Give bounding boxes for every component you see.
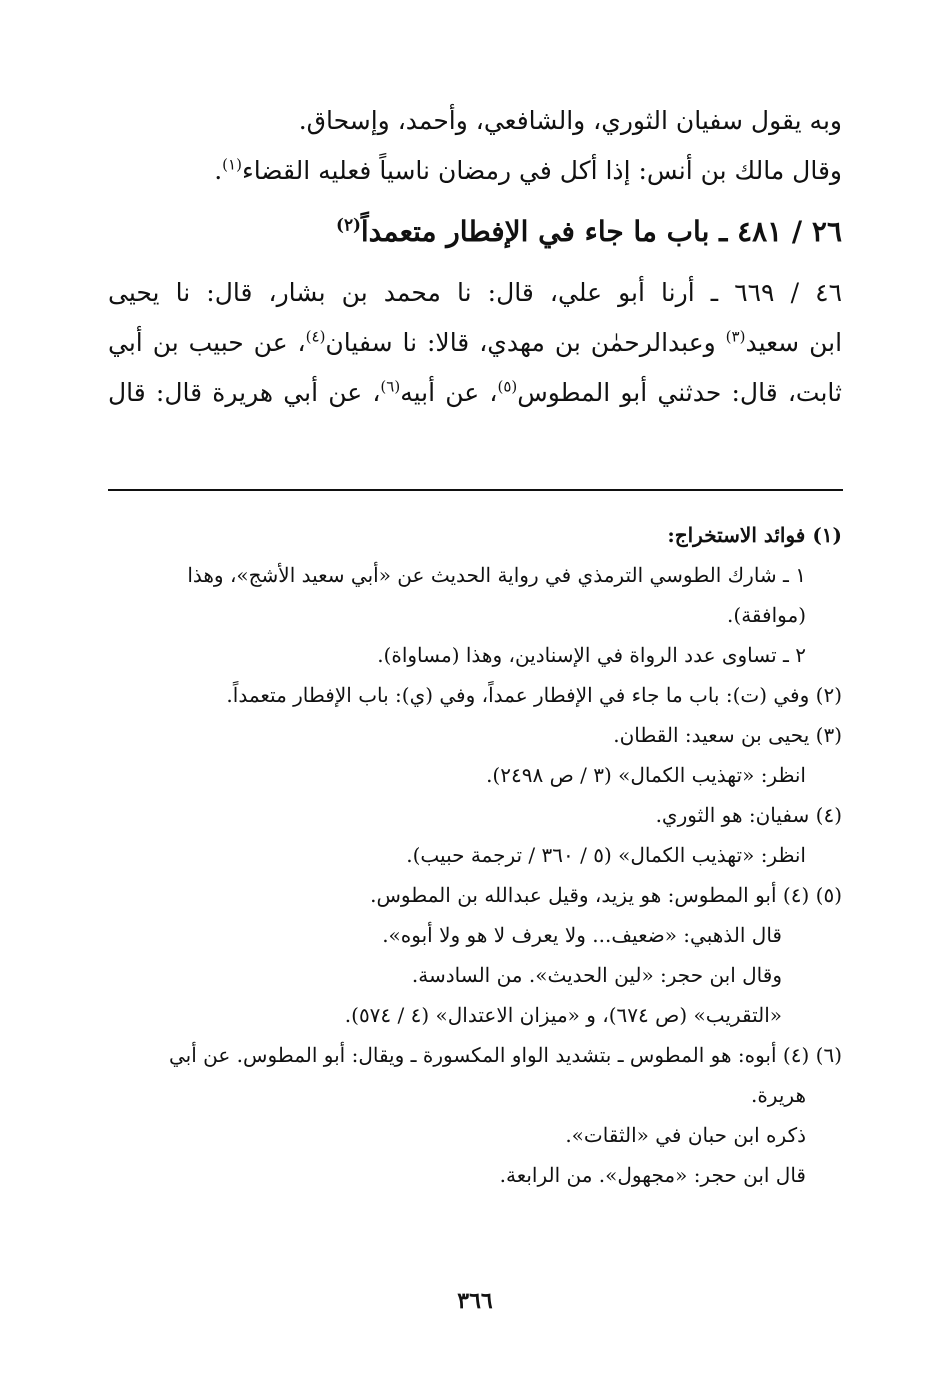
chapter-heading: [108, 196, 842, 268]
footnote-6: (٦) (٤) أبوه: هو المطوس ـ بتشديد الواو المكسورة ـ ويقال: أبو المطوس. عن أبي: [169, 1043, 842, 1067]
hadith-line-3: [108, 368, 842, 418]
footnote-5-quote-dhahabi: قال الذهبي: «ضعيف... ولا يعرف لا هو ولا أبوه».: [382, 923, 782, 947]
text-segment: ، عن أبي هريرة قال: قال: [108, 378, 381, 407]
footnote-ref-6[interactable]: (٦): [380, 377, 401, 396]
footnote-ref-3[interactable]: (٣): [725, 327, 746, 346]
footnote-divider: [108, 489, 843, 491]
footnote-5-quote-ibn-hajar: وقال ابن حجر: «لين الحديث». من السادسة.: [411, 963, 782, 987]
footnote-5-ref: «التقريب» (ص ٦٧٤)، و «ميزان الاعتدال» (٤ / ٥٧٤).: [344, 1003, 782, 1027]
text-segment: وبه يقول سفيان الثوري، والشافعي، وأحمد، وإسحاق.: [298, 106, 842, 135]
text-segment: ٤٦ / ٦٦٩ ـ أرنا أبو علي، قال: نا محمد بن بشار، قال: نا يحيى: [108, 278, 842, 307]
footnote-ref-2[interactable]: (٢): [335, 214, 361, 235]
footnote-1-label: (١) فوائد الاستخراج:: [667, 523, 842, 547]
main-text: [108, 96, 842, 418]
text-segment: وعبدالرحمٰن بن مهدي، قالا: نا سفيان: [325, 328, 726, 357]
text-line-1: [108, 96, 842, 146]
footnote-ref-4[interactable]: (٤): [305, 327, 326, 346]
chapter-heading-text: ٢٦ / ٤٨١ ـ باب ما جاء في الإفطار متعمداً: [360, 215, 842, 248]
text-segment: ثابت، قال: حدثني أبو المطوس: [517, 378, 842, 407]
footnote-5: (٥) (٤) أبو المطوس: هو يزيد، وقيل عبدالله بن المطوس.: [370, 883, 842, 907]
text-segment: وقال مالك بن أنس: إذا أكل في رمضان ناسياً فعليه القضاء: [241, 156, 842, 185]
footnote-4-ref: انظر: «تهذيب الكمال» (٥ / ٣٦٠ / ترجمة حبيب).: [406, 843, 806, 867]
text-segment: ، عن حبيب بن أبي: [108, 328, 306, 357]
footnote-6-ibn-hibban: ذكره ابن حبان في «الثقات».: [565, 1123, 806, 1147]
footnote-3: (٣) يحيى بن سعيد: القطان.: [613, 723, 842, 747]
hadith-line-1: [108, 268, 842, 318]
footnote-1-item-2: ٢ ـ تساوى عدد الرواة في الإسنادين، وهذا (مساواة).: [377, 643, 806, 667]
footnote-6-ibn-hajar: قال ابن حجر: «مجهول». من الرابعة.: [499, 1163, 806, 1187]
page-number: ٣٦٦: [457, 1288, 493, 1314]
footnote-1-item-1: ١ ـ شارك الطوسي الترمذي في رواية الحديث عن «أبي سعيد الأشج»، وهذا: [187, 563, 806, 587]
footnotes: [108, 515, 842, 1195]
text-segment: .: [214, 156, 223, 185]
footnote-2: (٢) وفي (ت): باب ما جاء في الإفطار عمداً، وفي (ي): باب الإفطار متعمداً.: [226, 683, 842, 707]
footnote-6-cont: هريرة.: [750, 1083, 806, 1107]
footnote-1-item-1-cont: (موافقة).: [727, 603, 806, 627]
footnote-3-ref: انظر: «تهذيب الكمال» (٣ / ص ٢٤٩٨).: [486, 763, 806, 787]
text-segment: ابن سعيد: [745, 328, 842, 357]
text-line-2: [108, 146, 842, 196]
footnote-ref-1[interactable]: (١): [222, 155, 242, 174]
hadith-line-2: [108, 318, 842, 368]
text-segment: ، عن أبيه: [400, 378, 498, 407]
footnote-ref-5[interactable]: (٥): [497, 377, 518, 396]
footnote-4: (٤) سفيان: هو الثوري.: [655, 803, 842, 827]
